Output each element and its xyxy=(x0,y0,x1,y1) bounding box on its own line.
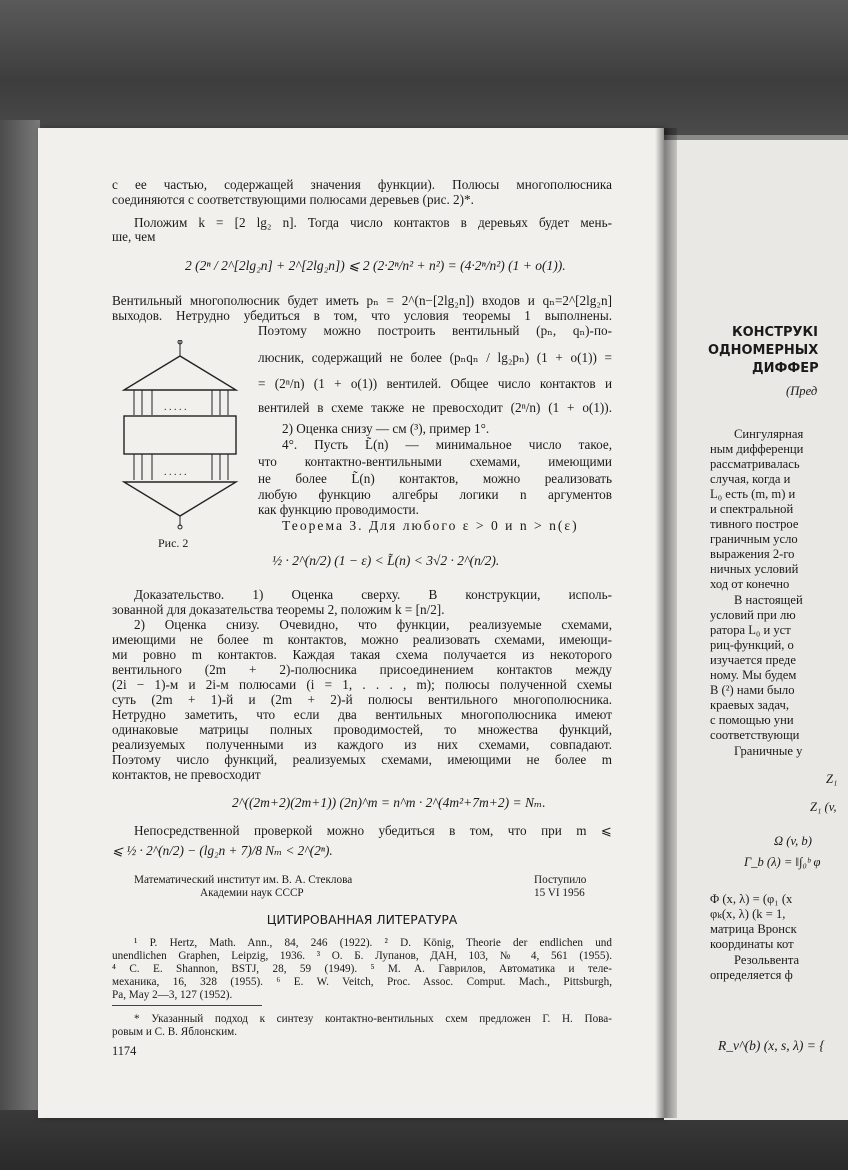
right-formula-3: Ω (v, b) xyxy=(774,834,812,848)
right-body-line-13: условий при лю xyxy=(710,608,796,622)
received-date: 15 VI 1956 xyxy=(534,887,585,899)
equation-1: 2 (2ⁿ / 2^[2lg₂n] + 2^[2lg₂n]) ⩽ 2 (2·2ⁿ/n² + n²) = (4·2ⁿ/n²) (1 + o(1)). xyxy=(185,258,566,273)
right-body-line-15: риц-функций, о xyxy=(710,638,794,652)
fig-side-line-1: Поэтому можно построить вентильный (pₙ, qₙ)-по- xyxy=(258,323,612,338)
fig-side-line-5: 2) Оценка снизу — см (³), пример 1°. xyxy=(282,421,490,436)
right-body-line-12: В настоящей xyxy=(734,593,803,607)
intro-line-2: соединяются с соответствующими полюсами деревьев (рис. 2)*. xyxy=(112,192,474,207)
right-body-line-4: случая, когда и xyxy=(710,472,791,486)
right-tail-line-1: Φ (x, λ) = (φ₁ (x xyxy=(710,892,793,906)
reference-line-5: Pa, May 2—3, 127 (1952). xyxy=(112,989,233,1001)
svg-text:. . . . .: . . . . . xyxy=(164,402,187,413)
received-label: Поступило xyxy=(534,874,587,886)
right-formula-4: Γ_b (λ) = ‖∫₀ᵇ φ xyxy=(744,855,821,869)
reference-line-1: ¹ P. Hertz, Math. Ann., 84, 246 (1922). ² D. König, Theorie der endlichen und xyxy=(134,937,612,949)
para-put-line-1: Положим k = [2 lg₂ n]. Тогда число контактов в деревьях будет мень- xyxy=(134,215,612,230)
fig-side-line-3: = (2ⁿ/n) (1 + o(1)) вентилей. Общее число контактов и xyxy=(258,376,612,391)
footnote-line-2: ровым и С. В. Яблонским. xyxy=(112,1026,238,1038)
equation-3: 2^((2m+2)(2m+1)) (2n)^m = n^m · 2^(4m²+7m+2) = Nₘ. xyxy=(232,795,546,810)
right-tail-line-6: определяется ф xyxy=(710,968,793,982)
right-body-line-7: тивного построе xyxy=(710,517,799,531)
scan-background-left xyxy=(0,120,40,1120)
right-body-line-17: ному. Мы будем xyxy=(710,668,797,682)
proof-line-2: зованной для доказательства теоремы 2, положим k = [n/2]. xyxy=(112,602,445,617)
proof-line-13: контактов, не превосходит xyxy=(112,767,261,782)
proof-line-12: Поэтому число функций, реализуемых схемами, имеющими не более m xyxy=(112,752,612,767)
right-formula-1: Z₁ xyxy=(826,772,838,786)
right-body-line-2: ным дифференци xyxy=(710,442,804,456)
fig-side-line-8: не более L̃(n) контактов, можно реализовать xyxy=(258,471,612,486)
proof-line-3: 2) Оценка снизу. Очевидно, что функции, реализуемые схемами, xyxy=(134,617,612,632)
references-title: ЦИТИРОВАННАЯ ЛИТЕРАТУРА xyxy=(266,912,458,927)
right-body-line-9: выражения 2-го xyxy=(710,547,795,561)
proof-line-11: реализуемых полученными из каждого из них схемами, совпадают. xyxy=(112,737,612,752)
right-body-line-14: ратора L₀ и уст xyxy=(710,623,791,637)
right-tail-line-4: координаты кот xyxy=(710,937,794,951)
proof-line-1: Доказательство. 1) Оценка сверху. В конструкции, исполь- xyxy=(134,587,612,602)
fig-side-line-2: люсник, содержащий не более (pₙqₙ / lg₂pₙ) (1 + o(1)) = xyxy=(258,350,612,365)
right-tail-line-5: Резольвента xyxy=(734,953,800,967)
right-heading-line-2: ОДНОМЕРНЫХ xyxy=(708,343,819,358)
right-body-line-22: Граничные у xyxy=(734,744,803,758)
figure-caption: Рис. 2 xyxy=(158,536,189,550)
right-body-line-1: Сингулярная xyxy=(734,427,804,441)
right-tail-line-2: φₖ(x, λ) (k = 1, xyxy=(710,907,786,921)
right-heading-line-3: ДИФФЕР xyxy=(752,361,819,376)
right-body-line-20: с помощью уни xyxy=(710,713,794,727)
page-number: 1174 xyxy=(112,1044,137,1058)
reference-line-4: механика, 16, 328 (1955). ⁶ E. W. Veitch, Proc. Assoc. Comput. Mach., Pittsburgh, xyxy=(112,976,612,988)
right-body-line-19: краевых задач, xyxy=(710,698,789,712)
proof-line-9: Нетрудно заметить, что если два вентильных многополюсника имеют xyxy=(112,707,612,722)
right-author: (Пред xyxy=(786,384,818,398)
fig-side-line-10: как функцию проводимости. xyxy=(258,502,419,517)
final-line-2: ⩽ ½ · 2^(n/2) − (lg₂n + 7)/8 Nₘ < 2^(2ⁿ). xyxy=(112,843,333,858)
right-body-line-21: соответствующи xyxy=(710,728,800,742)
right-body-line-16: изучается преде xyxy=(710,653,796,667)
figure-2-diagram xyxy=(120,340,260,530)
theorem-3-heading: Теорема 3. Для любого ε > 0 и n > n(ε) xyxy=(282,518,579,533)
right-formula-5: R_v^(b) (x, s, λ) = { xyxy=(718,1038,825,1053)
final-line-1: Непосредственной проверкой можно убедиться в том, что при m ⩽ xyxy=(134,823,612,838)
proof-line-5: ми ровно m контактов. Каждая такая схема получается из некоторого xyxy=(112,647,612,662)
fig-side-line-7: что контактно-вентильными схемами, имеющими xyxy=(258,454,612,469)
reference-line-3: ⁴ C. E. Shannon, BSTJ, 28, 59 (1949). ⁵ М. А. Гаврилов, Автоматика и теле- xyxy=(112,963,612,975)
reference-line-2: unendlichen Graphen, Leipzig, 1936. ³ О. Б. Лупанов, ДАН, 103, № 4, 561 (1955). xyxy=(112,950,612,962)
intro-line-1: с ее частью, содержащей значения функции). Полюсы многополюсника xyxy=(112,177,612,192)
fig-side-line-6: 4°. Пусть L̃(n) — минимальное число такое, xyxy=(282,437,612,452)
institute-line-2: Академии наук СССР xyxy=(200,887,304,899)
right-formula-2: Z₁ (v, xyxy=(810,800,837,814)
right-heading-line-1: КОНСТРУКІ xyxy=(732,325,818,340)
fig-side-line-9: любую функцию алгебры логики n аргументов xyxy=(258,487,612,502)
right-body-line-5: L₀ есть (m, m) и xyxy=(710,487,796,501)
equation-2: ½ · 2^(n/2) (1 − ε) < L̃(n) < 3√2 · 2^(n/2). xyxy=(272,553,500,568)
right-body-line-18: В (²) нами было xyxy=(710,683,795,697)
right-body-line-8: граничным усло xyxy=(710,532,798,546)
proof-line-7: (2i − 1)-м и 2i-м полюсами (i = 1, . . . , m); полюсы полученной схемы xyxy=(112,677,612,692)
para-put-line-2: ше, чем xyxy=(112,229,156,244)
para-vent-line-2: выходов. Нетрудно убедиться в том, что условия теоремы 1 выполнены. xyxy=(112,308,612,323)
right-body-line-6: и спектральной xyxy=(710,502,794,516)
scan-background-top xyxy=(0,0,848,135)
footnote-rule xyxy=(112,1005,262,1006)
book-gutter xyxy=(655,128,677,1118)
footnote-line-1: * Указанный подход к синтезу контактно-вентильных схем предложен Г. Н. Пова- xyxy=(134,1013,612,1025)
para-vent-line-1: Вентильный многополюсник будет иметь pₙ = 2^(n−[2lg₂n]) входов и qₙ=2^[2lg₂n] xyxy=(112,293,612,308)
fig-side-line-4: вентилей в схеме также не превосходит (2ⁿ/n) (1 + o(1)). xyxy=(258,400,612,415)
proof-line-4: имеющими не более m контактов, можно реализовать схемами, имеющи- xyxy=(112,632,612,647)
right-body-line-11: ход от конечно xyxy=(710,577,790,591)
proof-line-10: одинаковые матрицы полных проводимостей, то множества функций, xyxy=(112,722,612,737)
proof-line-8: суть (2m + 1)-й и (2m + 2)-й полюсы вентильного многополюсника. xyxy=(112,692,612,707)
right-body-line-10: ничных условий xyxy=(710,562,799,576)
right-body-line-3: рассматривалась xyxy=(710,457,800,471)
proof-line-6: вентильного (2m + 2)-полюсника присоединением контактов между xyxy=(112,662,612,677)
institute-line-1: Математический институт им. В. А. Стеклова xyxy=(134,874,353,886)
right-tail-line-3: матрица Вронск xyxy=(710,922,797,936)
svg-text:. . . . .: . . . . . xyxy=(164,467,187,478)
